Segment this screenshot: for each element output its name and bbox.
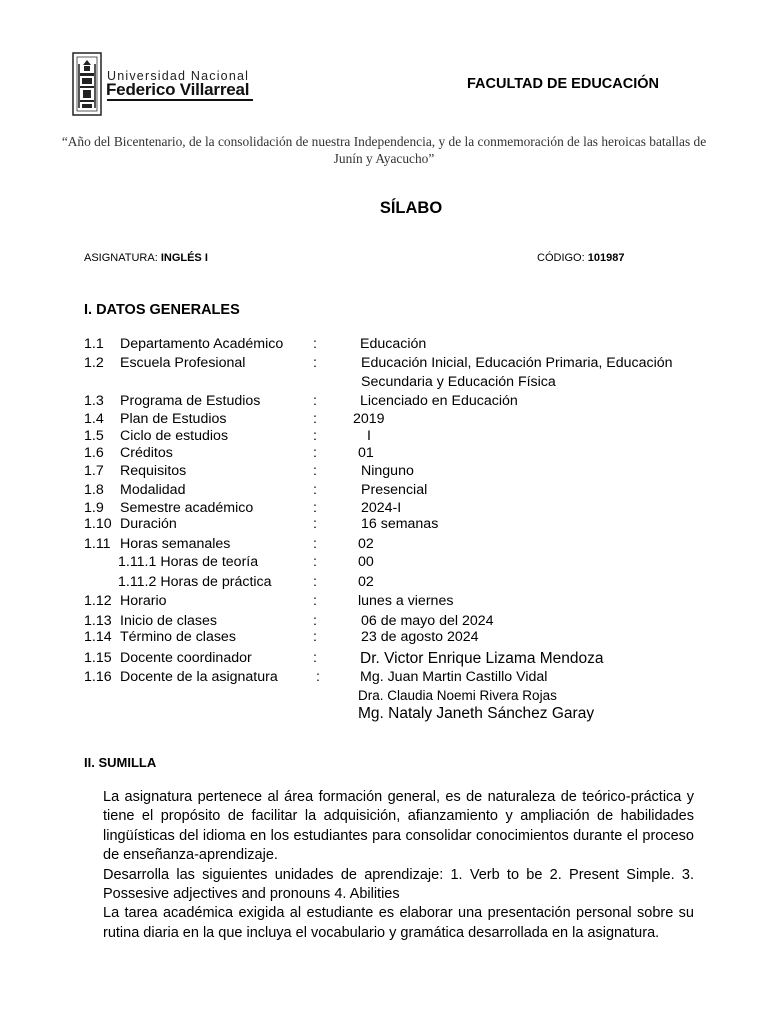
row-number: 1.16 — [84, 669, 112, 685]
row-separator: : — [313, 516, 317, 532]
row-label: Docente coordinador — [120, 650, 252, 666]
row-value: 01 — [358, 445, 374, 461]
row-separator: : — [313, 445, 317, 461]
row-separator: : — [313, 613, 317, 629]
sumilla-paragraph: La asignatura pertenece al área formación general, es de naturaleza de teórico-práctica y tiene el propósito de facilitar la adquisición, afianzamiento y ampliación de habilidades lingüísticas del idioma en los estudiantes para consolidar conocimientos durante el proceso de enseñanza-aprendizaje. — [103, 789, 694, 864]
row-number: 1.7 — [84, 463, 104, 479]
row-label: 1.11.2 Horas de práctica — [118, 574, 272, 590]
subject-info — [84, 252, 208, 264]
row-separator: : — [313, 500, 317, 516]
row-number: 1.15 — [84, 650, 112, 666]
row-number: 1.4 — [84, 411, 104, 427]
row-value: Educación — [360, 336, 427, 352]
university-name-line1: Universidad Nacional — [107, 69, 250, 83]
row-value: lunes a viernes — [358, 593, 454, 609]
row-number: 1.5 — [84, 428, 104, 444]
row-separator: : — [313, 355, 317, 371]
row-label: Modalidad — [120, 482, 186, 498]
logo-underline — [107, 99, 253, 101]
row-label: Plan de Estudios — [120, 411, 227, 427]
row-separator: : — [313, 593, 317, 609]
row-number: 1.13 — [84, 613, 112, 629]
row-separator: : — [313, 536, 317, 552]
row-separator: : — [313, 463, 317, 479]
row-value: 02 — [358, 574, 374, 590]
row-number: 1.8 — [84, 482, 104, 498]
row-value: Dra. Claudia Noemi Rivera Rojas — [358, 688, 557, 703]
section-heading-sumilla: II. SUMILLA — [84, 755, 157, 770]
row-value: 2024-I — [361, 500, 402, 516]
sumilla-paragraph: La tarea académica exigida al estudiante es elaborar una presentación personal sobre su rutina diaria en la que incluya el vocabulario y gramática desarrollada en la asignatura. — [103, 905, 694, 941]
year-motto: “Año del Bicentenario, de la consolidación de nuestra Independencia, y de la conmemoración de las heroicas batallas de Junín y Ayacucho” — [61, 134, 707, 166]
row-separator: : — [313, 411, 317, 427]
row-label: Créditos — [120, 445, 173, 461]
row-separator: : — [313, 482, 317, 498]
row-number: 1.11 — [84, 536, 111, 552]
row-value: Presencial — [361, 482, 428, 498]
row-number: 1.1 — [84, 336, 104, 352]
row-label: Docente de la asignatura — [120, 669, 278, 685]
row-value: Mg. Nataly Janeth Sánchez Garay — [358, 705, 595, 722]
row-label: Ciclo de estudios — [120, 428, 229, 444]
row-value: I — [367, 428, 371, 444]
subject-value: INGLÉS I — [160, 252, 208, 264]
university-crest-icon — [72, 52, 102, 116]
row-number: 1.3 — [84, 393, 104, 409]
row-number: 1.2 — [84, 355, 104, 371]
row-label: Duración — [120, 516, 177, 532]
row-separator: : — [313, 650, 317, 666]
row-value: Mg. Juan Martin Castillo Vidal — [360, 669, 548, 685]
row-number: 1.9 — [84, 500, 104, 516]
row-value: 23 de agosto 2024 — [361, 629, 479, 645]
row-number: 1.10 — [84, 516, 112, 532]
row-separator: : — [313, 574, 317, 590]
row-number: 1.6 — [84, 445, 104, 461]
row-label: Requisitos — [120, 463, 187, 479]
row-label: Inicio de clases — [120, 613, 217, 629]
row-value: 2019 — [353, 411, 385, 427]
row-label: 1.11.1 Horas de teoría — [118, 554, 259, 570]
row-label: Escuela Profesional — [120, 355, 246, 371]
row-label: Departamento Académico — [120, 336, 284, 352]
row-value: 06 de mayo del 2024 — [361, 613, 494, 629]
row-value: Educación Inicial, Educación Primaria, Educación — [361, 355, 673, 371]
row-number: 1.14 — [84, 629, 112, 645]
row-value: 16 semanas — [361, 516, 439, 532]
row-value: Dr. Victor Enrique Lizama Mendoza — [360, 650, 604, 667]
row-label: Programa de Estudios — [120, 393, 261, 409]
row-label: Semestre académico — [120, 500, 254, 516]
row-separator: : — [313, 629, 317, 645]
row-value: Licenciado en Educación — [360, 393, 518, 409]
row-separator: : — [313, 428, 317, 444]
row-value: 02 — [358, 536, 374, 552]
row-label: Término de clases — [120, 629, 236, 645]
sumilla-text — [103, 788, 694, 943]
row-separator: : — [316, 669, 320, 685]
row-separator: : — [313, 554, 317, 570]
page-title: SÍLABO — [379, 199, 443, 217]
code-label: CÓDIGO: — [537, 252, 588, 264]
subject-label: ASIGNATURA: — [84, 252, 161, 264]
code-value: 101987 — [587, 252, 625, 264]
row-label: Horario — [120, 593, 167, 609]
row-value: 00 — [358, 554, 374, 570]
row-separator: : — [313, 393, 317, 409]
code-info — [537, 252, 624, 264]
university-name-line2: Federico Villarreal — [106, 80, 250, 99]
row-value: Ninguno — [361, 463, 414, 479]
row-separator: : — [313, 336, 317, 352]
sumilla-paragraph: Desarrolla las siguientes unidades de aprendizaje: 1. Verb to be 2. Present Simple. 3. Possesive adjectives and pronouns 4. Abilities — [103, 866, 694, 903]
faculty-name: FACULTAD DE EDUCACIÓN — [467, 76, 659, 92]
row-value: Secundaria y Educación Física — [361, 374, 556, 390]
row-number: 1.12 — [84, 593, 112, 609]
section-heading-datos-generales: I. DATOS GENERALES — [84, 302, 240, 318]
row-label: Horas semanales — [120, 536, 231, 552]
